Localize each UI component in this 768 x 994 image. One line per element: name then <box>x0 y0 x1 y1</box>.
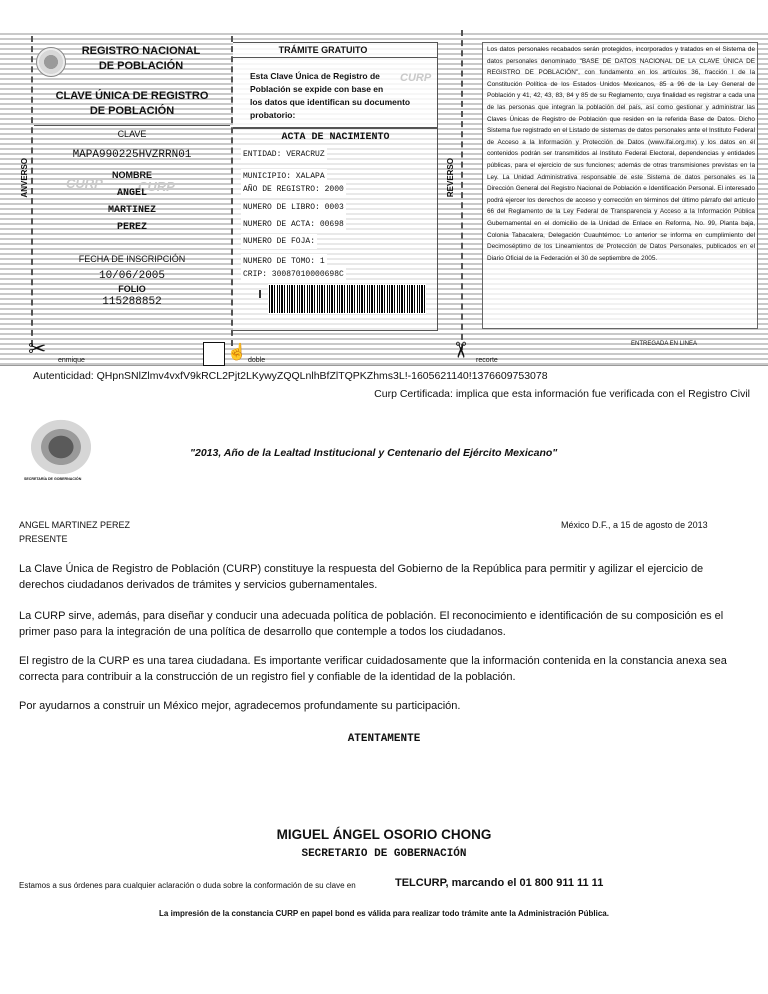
paragraph-1: La Clave Única de Registro de Población (CURP) constituye la respuesta del Gobierno de la República para permitir y agilizar el ejercicio de derechos ciudadanos derivados de trámites y servicios gubernamentales. <box>19 563 704 591</box>
nombre-line-2: MARTINEZ <box>107 205 156 216</box>
card-title-2: DE POBLACIÓN <box>98 60 184 72</box>
fold-line-right <box>461 30 463 350</box>
seal-caption: SECRETARÍA DE GOBERNACIÓN <box>24 477 82 481</box>
doble-label: doble <box>248 357 266 364</box>
clave-label: CLAVE <box>117 129 147 139</box>
curp-watermark-left: CURP <box>66 176 103 191</box>
field-entidad: ENTIDAD: VERACRUZ <box>241 147 327 162</box>
fold-line-left <box>31 36 33 346</box>
recipient-name: ANGEL MARTINEZ PEREZ <box>19 520 131 530</box>
field-foja: NUMERO DE FOJA: <box>241 234 317 249</box>
scissors-left-icon: ✂ <box>28 336 47 361</box>
notice-line-1: Esta Clave Única de Registro de <box>250 71 380 81</box>
signer-title: SECRETARIO DE GOBERNACIÓN <box>301 848 467 860</box>
enmique-label: enmique <box>58 357 85 364</box>
notice-line-4: probatorio: <box>250 110 296 120</box>
paragraph-3: El registro de la CURP es una tarea ciudadana. Es importante verificar cuidadosamente que la información contenida en la constancia anexa sea correcta para contribuir a la construcción de un registro fiel y confiable de la identidad de la población. <box>19 655 727 683</box>
doc-type: ACTA DE NACIMIENTO <box>281 132 390 143</box>
contact-telcurp: TELCURP, marcando el 01 800 911 11 11 <box>395 877 604 889</box>
nombre-line-3: PEREZ <box>116 222 147 233</box>
motto: "2013, Año de la Lealtad Institucional y Centenario del Ejército Mexicano" <box>190 447 558 459</box>
footer-note: La impresión de la constancia CURP en papel bond es válida para realizar todo trámite ante la Administración Pública. <box>159 909 609 918</box>
mexico-coat-of-arms-icon <box>30 419 92 475</box>
curp-watermark-left-2: CURP <box>138 179 175 194</box>
notice-line-3: los datos que identifican su documento <box>250 97 411 107</box>
entregada-en-linea: ENTREGADA EN LINEA <box>631 341 698 347</box>
anverso-label: ANVERSO <box>20 158 29 198</box>
nombre-label: NOMBRE <box>112 170 152 180</box>
curp-watermark-middle: CURP <box>400 72 432 84</box>
cut-tick <box>259 290 261 298</box>
fecha-value: 10/06/2005 <box>98 270 165 282</box>
tramite-gratuito: TRÁMITE GRATUITO <box>278 45 368 55</box>
fecha-label: FECHA DE INSCRIPCIÓN <box>78 254 186 264</box>
reverso-label-middle: REVERSO <box>446 158 455 198</box>
clave-value: MAPA990225HVZRRN01 <box>72 149 192 161</box>
field-libro: NUMERO DE LIBRO: 0003 <box>241 200 346 215</box>
contact-prefix: Estamos a sus órdenes para cualquier aclaración o duda sobre la conformación de su clave en <box>19 881 356 890</box>
hand-cursor-icon: ☝ <box>227 344 247 361</box>
curp-certificada: Curp Certificada: implica que esta información fue verificada con el Registro Civil <box>374 388 750 400</box>
scissors-right-icon: ✂ <box>448 340 474 360</box>
card-title-1: REGISTRO NACIONAL <box>81 45 201 57</box>
notice-line-2: Población se expide con base en <box>250 84 384 94</box>
card-subtitle-2: DE POBLACIÓN <box>89 105 175 117</box>
atentamente: ATENTAMENTE <box>347 733 421 745</box>
folio-label: FOLIO <box>118 284 146 294</box>
field-municipio: MUNICIPIO: XALAPA <box>241 169 327 184</box>
field-acta: NUMERO DE ACTA: 00698 <box>241 217 346 232</box>
fold-document-icon <box>203 342 225 366</box>
paragraph-2: La CURP sirve, además, para diseñar y conducir una adecuada política de población. El reconocimiento e identificación de su composición es el primer paso para la integración de una política de desarrollo que contemple a todos los ciudadanos. <box>19 610 724 638</box>
paragraph-4: Por ayudarnos a construir un México mejor, agradecemos profundamente su participación. <box>19 700 461 712</box>
privacy-text: Los datos personales recabados serán protegidos, incorporados y tratados en el Sistema de datos personales denominado "BASE DE DATOS NACIONAL DE LA CLAVE ÚNICA DE REGISTRO DE POBLACIÓN", con fundamento en los artículos 36, fracción I de la Constitución Política de los Estados Unidos Mexicanos, 85 a 96 de la Ley General de Población y 41, 42, 43, 83, 84 y 85 de su Reglamento, cuya finalidad es registrar a cada una de las personas que integran la población del país, así como gestionar y administrar las Claves Únicas de Registro de Población que residen en la referida Base de Datos. Dicho Sistema fue registrado en el Listado de sistemas de datos personales ante el Instituto Federal de Acceso a la Información y Protección de Datos (www.ifai.org.mx) y los datos en él contenidos podrán ser transmitidos al Instituto Federal Electoral, dependencias y entidades públicas, para el ejercicio de sus funciones; además de otras transmisiones previstas en la Ley. La Unidad Administrativa responsable de este Sistema de datos personales es la Dirección General del Registro Nacional de Población e Identificación Personal. El interesado podrá ejercer los derechos de acceso y corrección en términos del último párrafo del artículo 66 del Reglamento de la Ley Federal de Transparencia y Acceso a la Información Pública Gubernamental en el domicilio de la Unidad de Enlace en Reforma, No. 99, Planta baja, Colonia Tabacalera, Delegación Cuauhtémoc. Lo anterior se informa en cumplimiento del Decimoséptimo de los Lineamientos de Protección de Datos Personales, publicados en el Diario Oficial de la Federación el 30 de septiembre de 2005. <box>487 46 755 262</box>
field-crip: CRIP: 30087010000698C <box>241 267 346 282</box>
field-tomo: NUMERO DE TOMO: 1 <box>241 254 327 269</box>
card-subtitle-1: CLAVE ÚNICA DE REGISTRO <box>55 90 209 102</box>
mexico-seal-icon <box>36 47 66 77</box>
place-date: México D.F., a 15 de agosto de 2013 <box>561 520 708 530</box>
folio-value: 115288852 <box>102 296 162 308</box>
tramite-divider <box>233 57 438 58</box>
barcode <box>268 284 426 314</box>
field-ano-registro: AÑO DE REGISTRO: 2000 <box>241 182 346 197</box>
autenticidad-string: Autenticidad: QHpnSNlZlmv4vxfV9kRCL2Pjt2LKywyZQQLnlhBfZlTQPKZhms3L!-1605621140!1376609753078 <box>33 370 548 382</box>
recipient-presente: PRESENTE <box>19 534 68 544</box>
nombre-line-1: ANGEL <box>116 188 147 199</box>
curp-card <box>0 30 768 366</box>
recorte-label: recorte <box>476 357 498 364</box>
signer-name: MIGUEL ÁNGEL OSORIO CHONG <box>276 827 492 842</box>
